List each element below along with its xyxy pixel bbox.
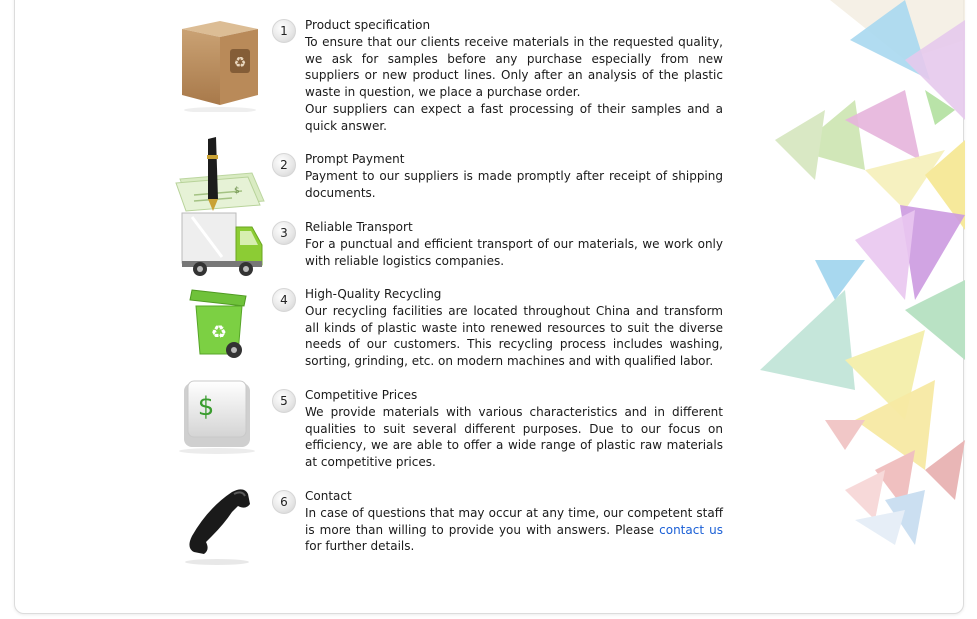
contact-text-after: for further details. — [305, 539, 415, 554]
step-paragraph: To ensure that our clients receive materials in the requested quality, we ask for samples before any purchase especially from new suppliers or new product lines. Only after an analysis of the plastic waste in question, we place a purchase order. — [305, 34, 723, 100]
step-paragraph: For a punctual and efficient transport of our materials, we work only with reliable logistics companies. — [305, 236, 723, 268]
step-title: Product specification — [305, 18, 431, 32]
step-paragraph — [305, 505, 723, 555]
step-number: 1 — [272, 19, 296, 43]
step-paragraph: Payment to our suppliers is made promptly after receipt of shipping documents. — [305, 168, 723, 200]
step-number: 2 — [272, 153, 296, 177]
recycle-bin-icon — [172, 282, 267, 377]
step-number: 5 — [272, 389, 296, 413]
svg-text:♻: ♻ — [233, 55, 247, 71]
step-number: 4 — [272, 288, 296, 312]
svg-text:$: $ — [197, 392, 215, 422]
step-title: Prompt Payment — [305, 152, 405, 166]
step-paragraph: We provide materials with various characteristics and in different qualities to suit several different purposes. Due to our focus on efficiency, we are able to offer a wide range of plastic raw materials at competitive prices. — [305, 404, 723, 470]
step-title: High-Quality Recycling — [305, 287, 442, 301]
step-number: 6 — [272, 490, 296, 514]
telephone-handset-icon — [172, 482, 267, 577]
step-paragraph: Our recycling facilities are located throughout China and transform all kinds of plastic waste into renewed resources to suit the diverse needs of our customers. This recycling process includes washing, sorting, grinding, etc. on modern machines and with qualified labor. — [305, 303, 723, 369]
decorative-triangles — [755, 0, 965, 545]
step-title: Reliable Transport — [305, 220, 413, 234]
cardboard-box-icon — [172, 17, 267, 112]
dollar-key-icon — [172, 377, 267, 472]
svg-text:$: $ — [234, 186, 240, 196]
contact-us-link[interactable]: contact us — [659, 522, 723, 537]
step-title: Contact — [305, 489, 352, 503]
contact-text-before: In case of questions that may occur at any time, our competent staff is more than willing to provide you with answers. Please — [305, 505, 723, 537]
step-number: 3 — [272, 221, 296, 245]
svg-text:♻: ♻ — [210, 322, 228, 343]
step-title: Competitive Prices — [305, 388, 418, 402]
step-paragraph: Our suppliers can expect a fast processing of their samples and a quick answer. — [305, 101, 723, 133]
cheque-pen-icon — [172, 121, 267, 216]
